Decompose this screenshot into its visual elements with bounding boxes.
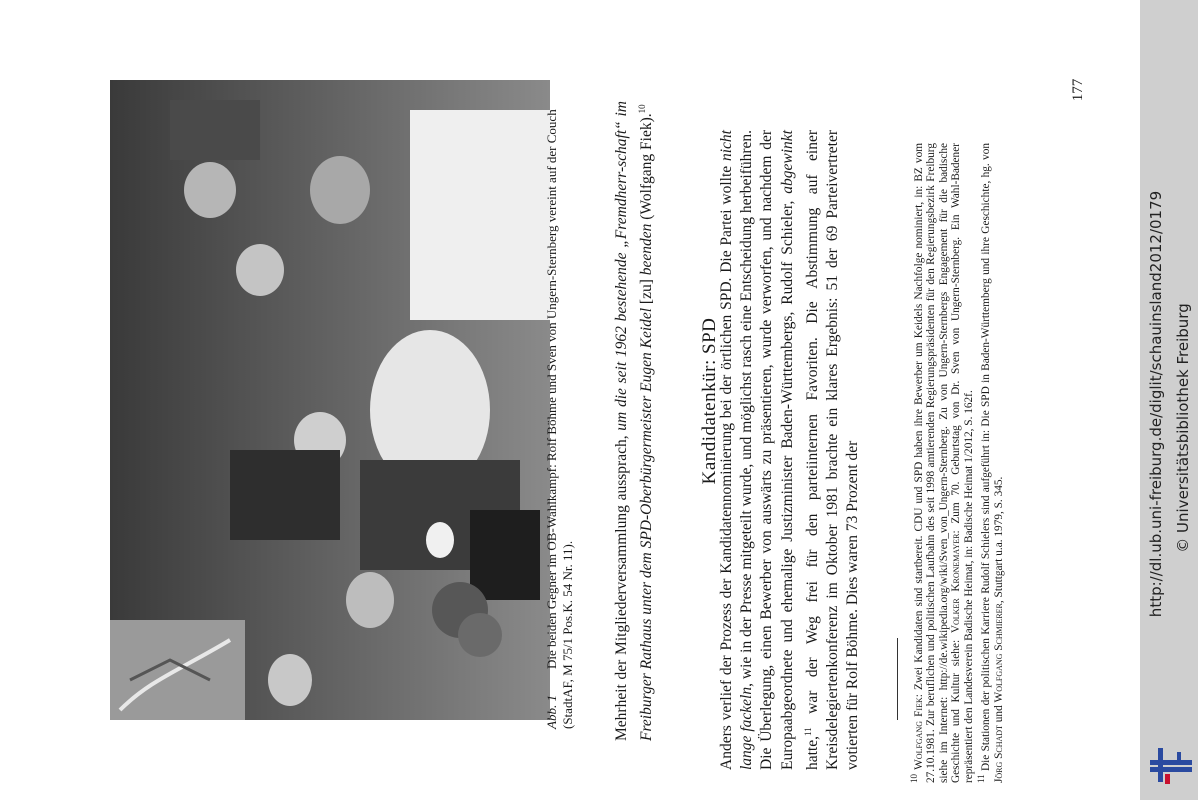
- document-url-link[interactable]: http://dl.ub.uni-freiburg.de/diglit/schauinsland2012/0179: [1147, 190, 1165, 618]
- paragraph-2-quote-2: abgewinkt: [778, 130, 796, 194]
- paragraph-1-text-c: [zu]: [638, 275, 656, 308]
- figure-label: Abb. 1: [544, 695, 559, 729]
- footnote-11-text: Die Stationen der politischen Karriere Rudolf Schielers sind aufgeführt in: Die SPD in Baden-Württemberg und ihre Geschichte, hg. von: [980, 143, 993, 771]
- footnote-11-and: und: [992, 702, 1005, 726]
- footnote-11-number: 11: [976, 774, 987, 783]
- paragraph-2-text-f: war der Weg frei für den parteiinternen Favoriten. Die Abstimmung auf einer Kreisdelegiertenkonferenz im Oktober 1981 brachte ein klares Ergebnis: 51 der 69 Parteivertreter votierten für Rolf Böhme. Dies waren 73 Prozent der: [803, 130, 862, 770]
- footnote-divider: [897, 638, 898, 720]
- footnote-11-end: , Stuttgart u.a. 1979, S. 345.: [992, 476, 1005, 604]
- footnote-10-text-2: : Zum 70. Geburtstag von Dr. Sven von Ungern-Sternberg. Ein Wahl-Badener repräsentiert den Landesverein Badische Heimat, in: Badische Heimat 1/2012, S. 162f.: [950, 143, 975, 783]
- page-number: 177: [1070, 78, 1086, 102]
- footnote-10-author-2: Volker Kronemayer: [950, 533, 963, 634]
- footnotes: [908, 143, 1038, 783]
- footnote-ref-11[interactable]: 11: [802, 727, 813, 736]
- ub-freiburg-logo-icon[interactable]: [1150, 744, 1192, 786]
- historical-photograph: [110, 80, 550, 720]
- footnote-10-text: : Zwei Kandidaten sind startbereit. CDU und SPD haben ihre Bewerber um Keidels Nachfolge nominiert, in: BZ vom 27.10.1981. Zur beruflichen und politischen Laufbahn des seit 1998 amtierenden Regierungspräsidenten für den Regierungsbezirk Freiburg siehe im Internet: http://de.wikipedia.org/wiki/Sven_von_Ungern-Sternberg. Zu von Ungern-Sternbergs Engagement für die badische Geschichte und Kultur siehe:: [912, 142, 963, 783]
- paragraph-2-quote-1: nicht lange fackeln: [718, 130, 756, 770]
- paragraph-1-quote-end: beenden: [638, 223, 656, 276]
- section-heading: Kandidatenkür: SPD: [699, 317, 720, 485]
- footnote-10: [908, 143, 975, 783]
- paragraph-2-text-e: hatte,: [803, 736, 821, 770]
- footnote-11-editor-1: Jörg Schadt: [992, 725, 1005, 783]
- footnote-10-author: Wolfgang Fiek: [912, 697, 925, 770]
- figure-caption-text: Die beiden Gegner im OB-Wahlkampf: Rolf Böhme und Sven von Ungern-Sternberg vereint auf der Couch (StadtAF, M 75/1 Pos.K. 54 Nr. 11).: [544, 109, 575, 729]
- paragraph-2: [717, 130, 862, 770]
- figure-caption: [544, 89, 594, 729]
- paragraph-1: [612, 101, 678, 741]
- paragraph-2-text-c: , wie in der Presse mitgeteilt wurde, und möglichst rasch eine Entscheidung herbeiführen. Die Überlegung, einen Bewerber von auswärts zu präsentieren, wurde verworfen, und nachdem der Europaabgeordnete und ehemalige Justizminister Baden-Württembergs, Rudolf Schieler,: [738, 130, 796, 770]
- paragraph-2-text-a: Anders verlief der Prozess der Kandidatennominierung bei der örtlichen SPD. Die Partei wollte: [718, 161, 735, 770]
- footnote-ref-10[interactable]: 10: [637, 104, 647, 114]
- paragraph-1-text-e: (Wolfgang Fiek).: [638, 113, 656, 224]
- copyright-notice: © Universitätsbibliothek Freiburg: [1174, 303, 1192, 553]
- footnote-11: [975, 143, 1005, 783]
- footnote-11-editor-2: Wolfgang Schmierer: [992, 603, 1005, 703]
- footnote-10-number: 10: [909, 774, 919, 783]
- paragraph-1-quote: um die seit 1962 bestehende „Fremdherr-schaft“ im Freiburger Rathaus unter dem SPD-Oberbürgermeister Eugen Keidel: [613, 101, 656, 741]
- paragraph-1-text-a: Mehrheit der Mitgliederversammlung aussprach,: [613, 430, 630, 741]
